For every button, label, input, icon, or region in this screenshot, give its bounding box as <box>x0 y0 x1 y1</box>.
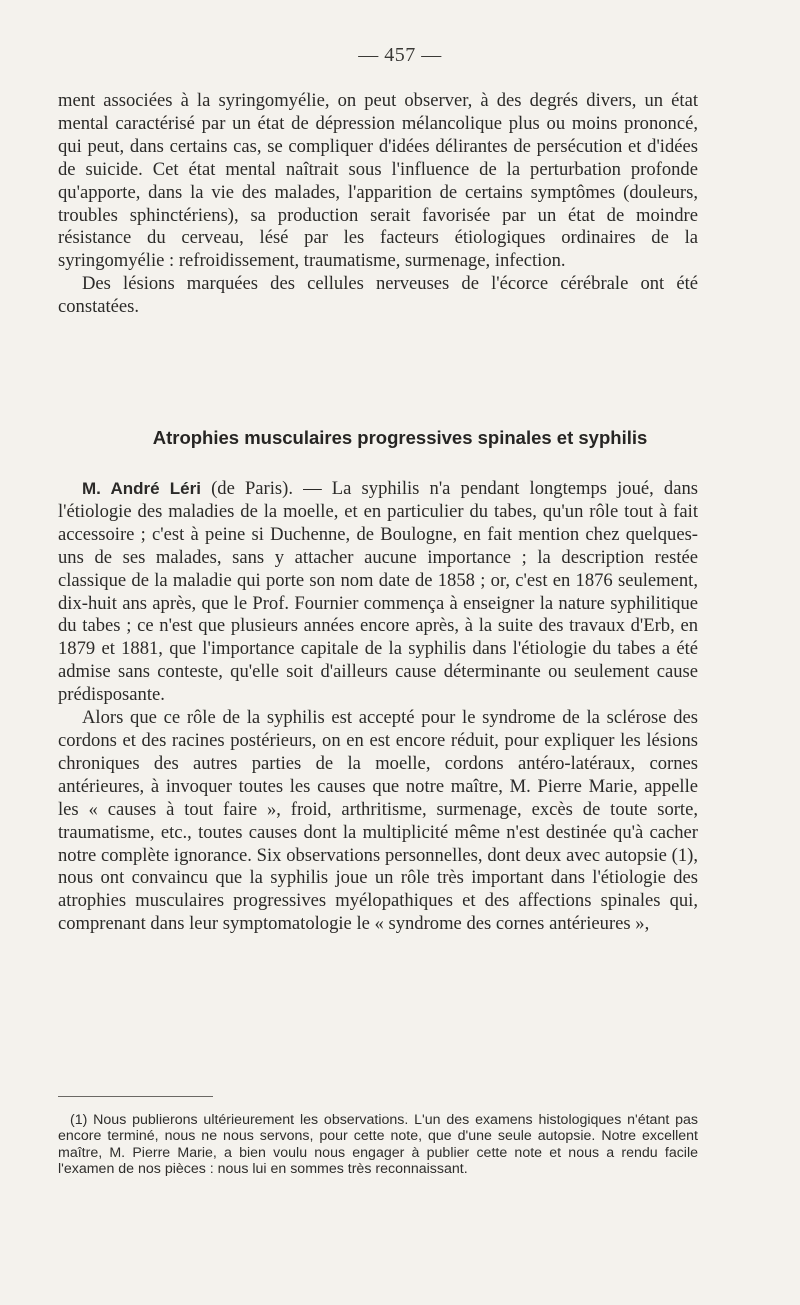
section-paragraph-2: Alors que ce rôle de la syphilis est accepté pour le syndrome de la sclérose des cordons et des racines postérieurs, on en est encore réduit, pour expliquer les lésions chroniques des autres parties de la moelle, cordons antéro-latéraux, cornes antérieures, à invoquer toutes les causes que notre maître, M. Pierre Marie, appelle les « causes à tout faire », froid, arthritisme, surmenage, excès de toute sorte, traumatisme, etc., toutes causes dont la multiplicité même n'est destinée qu'à cacher notre complète ignorance. Six observations personnelles, dont deux avec autopsie (1), nous ont convaincu que la syphilis joue un rôle très important dans l'étiologie des atrophies musculaires progressives myélopathiques et des affections spinales qui, comprenant dans leur symptomatologie le « syndrome des cornes antérieures », <box>58 707 698 935</box>
intro-paragraph-2: Des lésions marquées des cellules nerveuses de l'écorce cérébrale ont été constatées. <box>58 273 698 318</box>
section-paragraph-1 <box>58 478 698 707</box>
footnote <box>58 1112 698 1178</box>
main-text-block <box>58 478 698 936</box>
intro-paragraph-1: ment associées à la syringomyélie, on peut observer, à des degrés divers, un état mental caractérisé par un état de dépression mélancolique plus ou moins prononcé, qui peut, dans certains cas, se compliquer d'idées délirantes de persécution et d'idées de suicide. Cet état mental naîtrait sous l'influence de la perturbation profonde qu'apporte, dans la vie des malades, l'apparition de certains symptômes (douleurs, troubles sphinctériens), sa production serait favorisée par un état de moindre résistance du cerveau, lésé par les facteurs étiologiques ordinaires de la syringomyélie : refroidissement, traumatisme, surmenage, infection. <box>58 90 698 272</box>
intro-text-block <box>58 90 698 319</box>
section-heading: Atrophies musculaires progressives spinales et syphilis <box>152 427 648 448</box>
page-number: — 457 — <box>358 44 442 66</box>
author-name: M. André Léri <box>82 479 201 498</box>
footnote-divider <box>58 1096 213 1097</box>
section-paragraph-1-text: (de Paris). — La syphilis n'a pendant longtemps joué, dans l'étiologie des maladies de la moelle, et en particulier du tabes, qu'un rôle tout à fait accessoire ; c'est à peine si Duchenne, de Boulogne, en fait mention chez quelques-uns de ses malades, sans y attacher aucune importance ; la description restée classique de la maladie qui porte son nom date de 1858 ; or, c'est en 1876 seulement, dix-huit ans après, que le Prof. Fournier commença à enseigner la nature syphilitique du tabes ; ce n'est que plusieurs années encore après, à la suite des travaux d'Erb, en 1879 et 1881, que l'importance capitale de la syphilis dans l'étiologie du tabes a été admise sans conteste, qu'elle soit d'ailleurs cause déterminante ou seulement cause prédisposante. <box>58 478 698 706</box>
footnote-text: (1) Nous publierons ultérieurement les observations. L'un des examens histologiques n'étant pas encore terminé, nous ne nous servons, pour cette note, que d'une seule autopsie. Notre excellent maître, M. Pierre Marie, a bien voulu nous engager à publier cette note et nous a rendu facile l'examen de nos pièces : nous lui en sommes très reconnaissant. <box>58 1112 698 1178</box>
